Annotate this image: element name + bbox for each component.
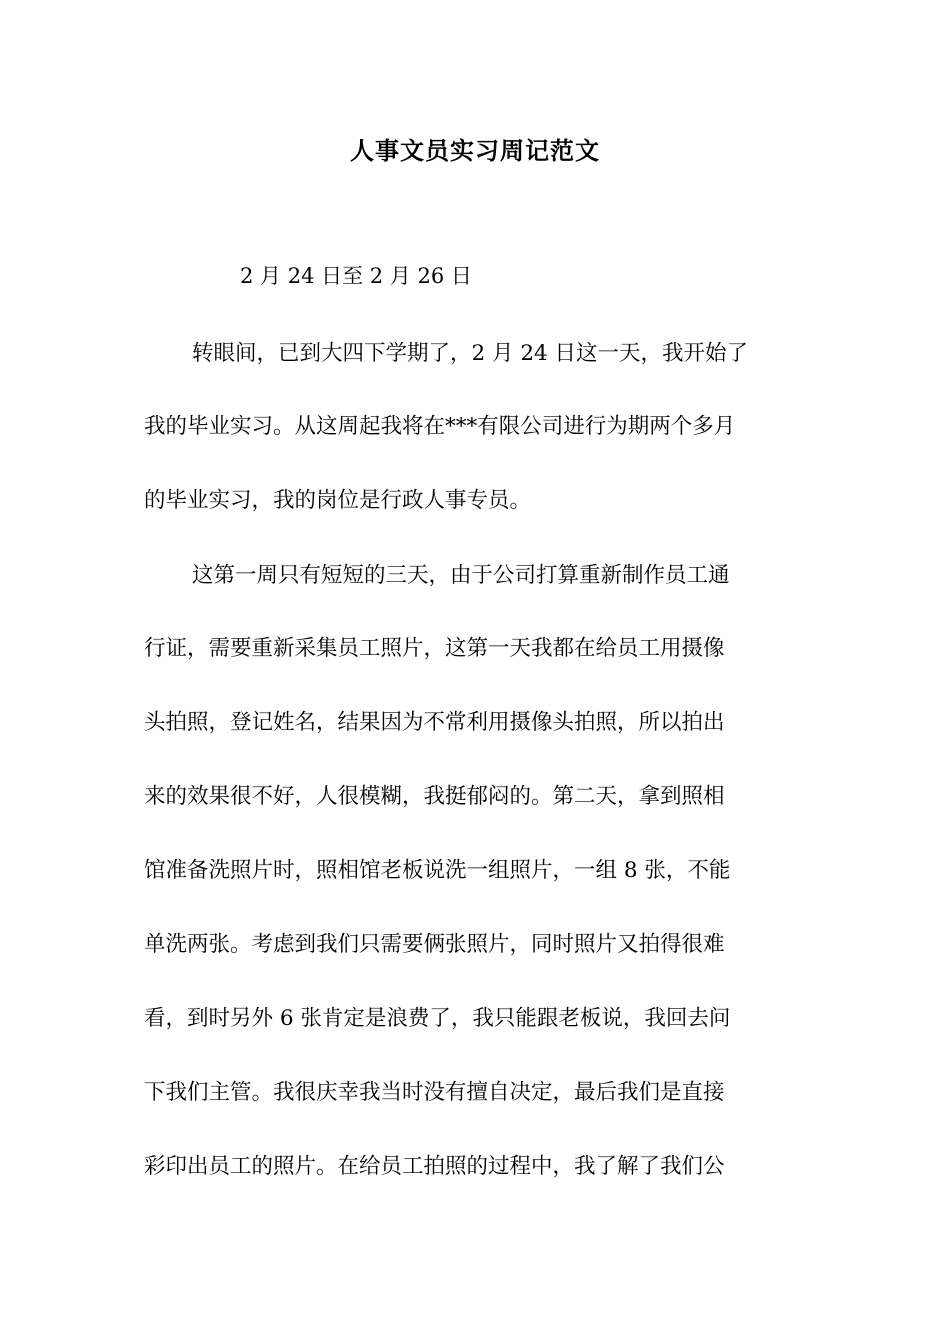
paragraph-line: 行证，需要重新采集员工照片，这第一天我都在给员工用摄像 [144,636,725,661]
paragraph-line: 看，到时另外 6 张肯定是浪费了，我只能跟老板说，我回去问 [144,1006,731,1031]
paragraph-line: 馆准备洗照片时，照相馆老板说洗一组照片，一组 8 张，不能 [144,858,731,883]
paragraph-line: 转眼间，已到大四下学期了，2 月 24 日这一天，我开始了 [192,341,749,366]
paragraph-line: 我的毕业实习。从这周起我将在***有限公司进行为期两个多月 [144,414,736,439]
paragraph-line: 头拍照，登记姓名，结果因为不常利用摄像头拍照，所以拍出 [144,710,725,735]
paragraph-line: 来的效果很不好，人很模糊，我挺郁闷的。第二天，拿到照相 [144,784,725,809]
paragraph-line: 的毕业实习，我的岗位是行政人事专员。 [144,488,532,513]
paragraph-line: 单洗两张。考虑到我们只需要俩张照片，同时照片又拍得很难 [144,932,725,957]
paragraph-line: 彩印出员工的照片。在给员工拍照的过程中，我了解了我们公 [144,1154,725,1179]
paragraph-line: 下我们主管。我很庆幸我当时没有擅自决定，最后我们是直接 [144,1080,725,1105]
paragraph-line: 这第一周只有短短的三天，由于公司打算重新制作员工通 [192,563,730,588]
document-title: 人事文员实习周记范文 [350,137,600,165]
date-range: 2 月 24 日至 2 月 26 日 [240,264,472,288]
